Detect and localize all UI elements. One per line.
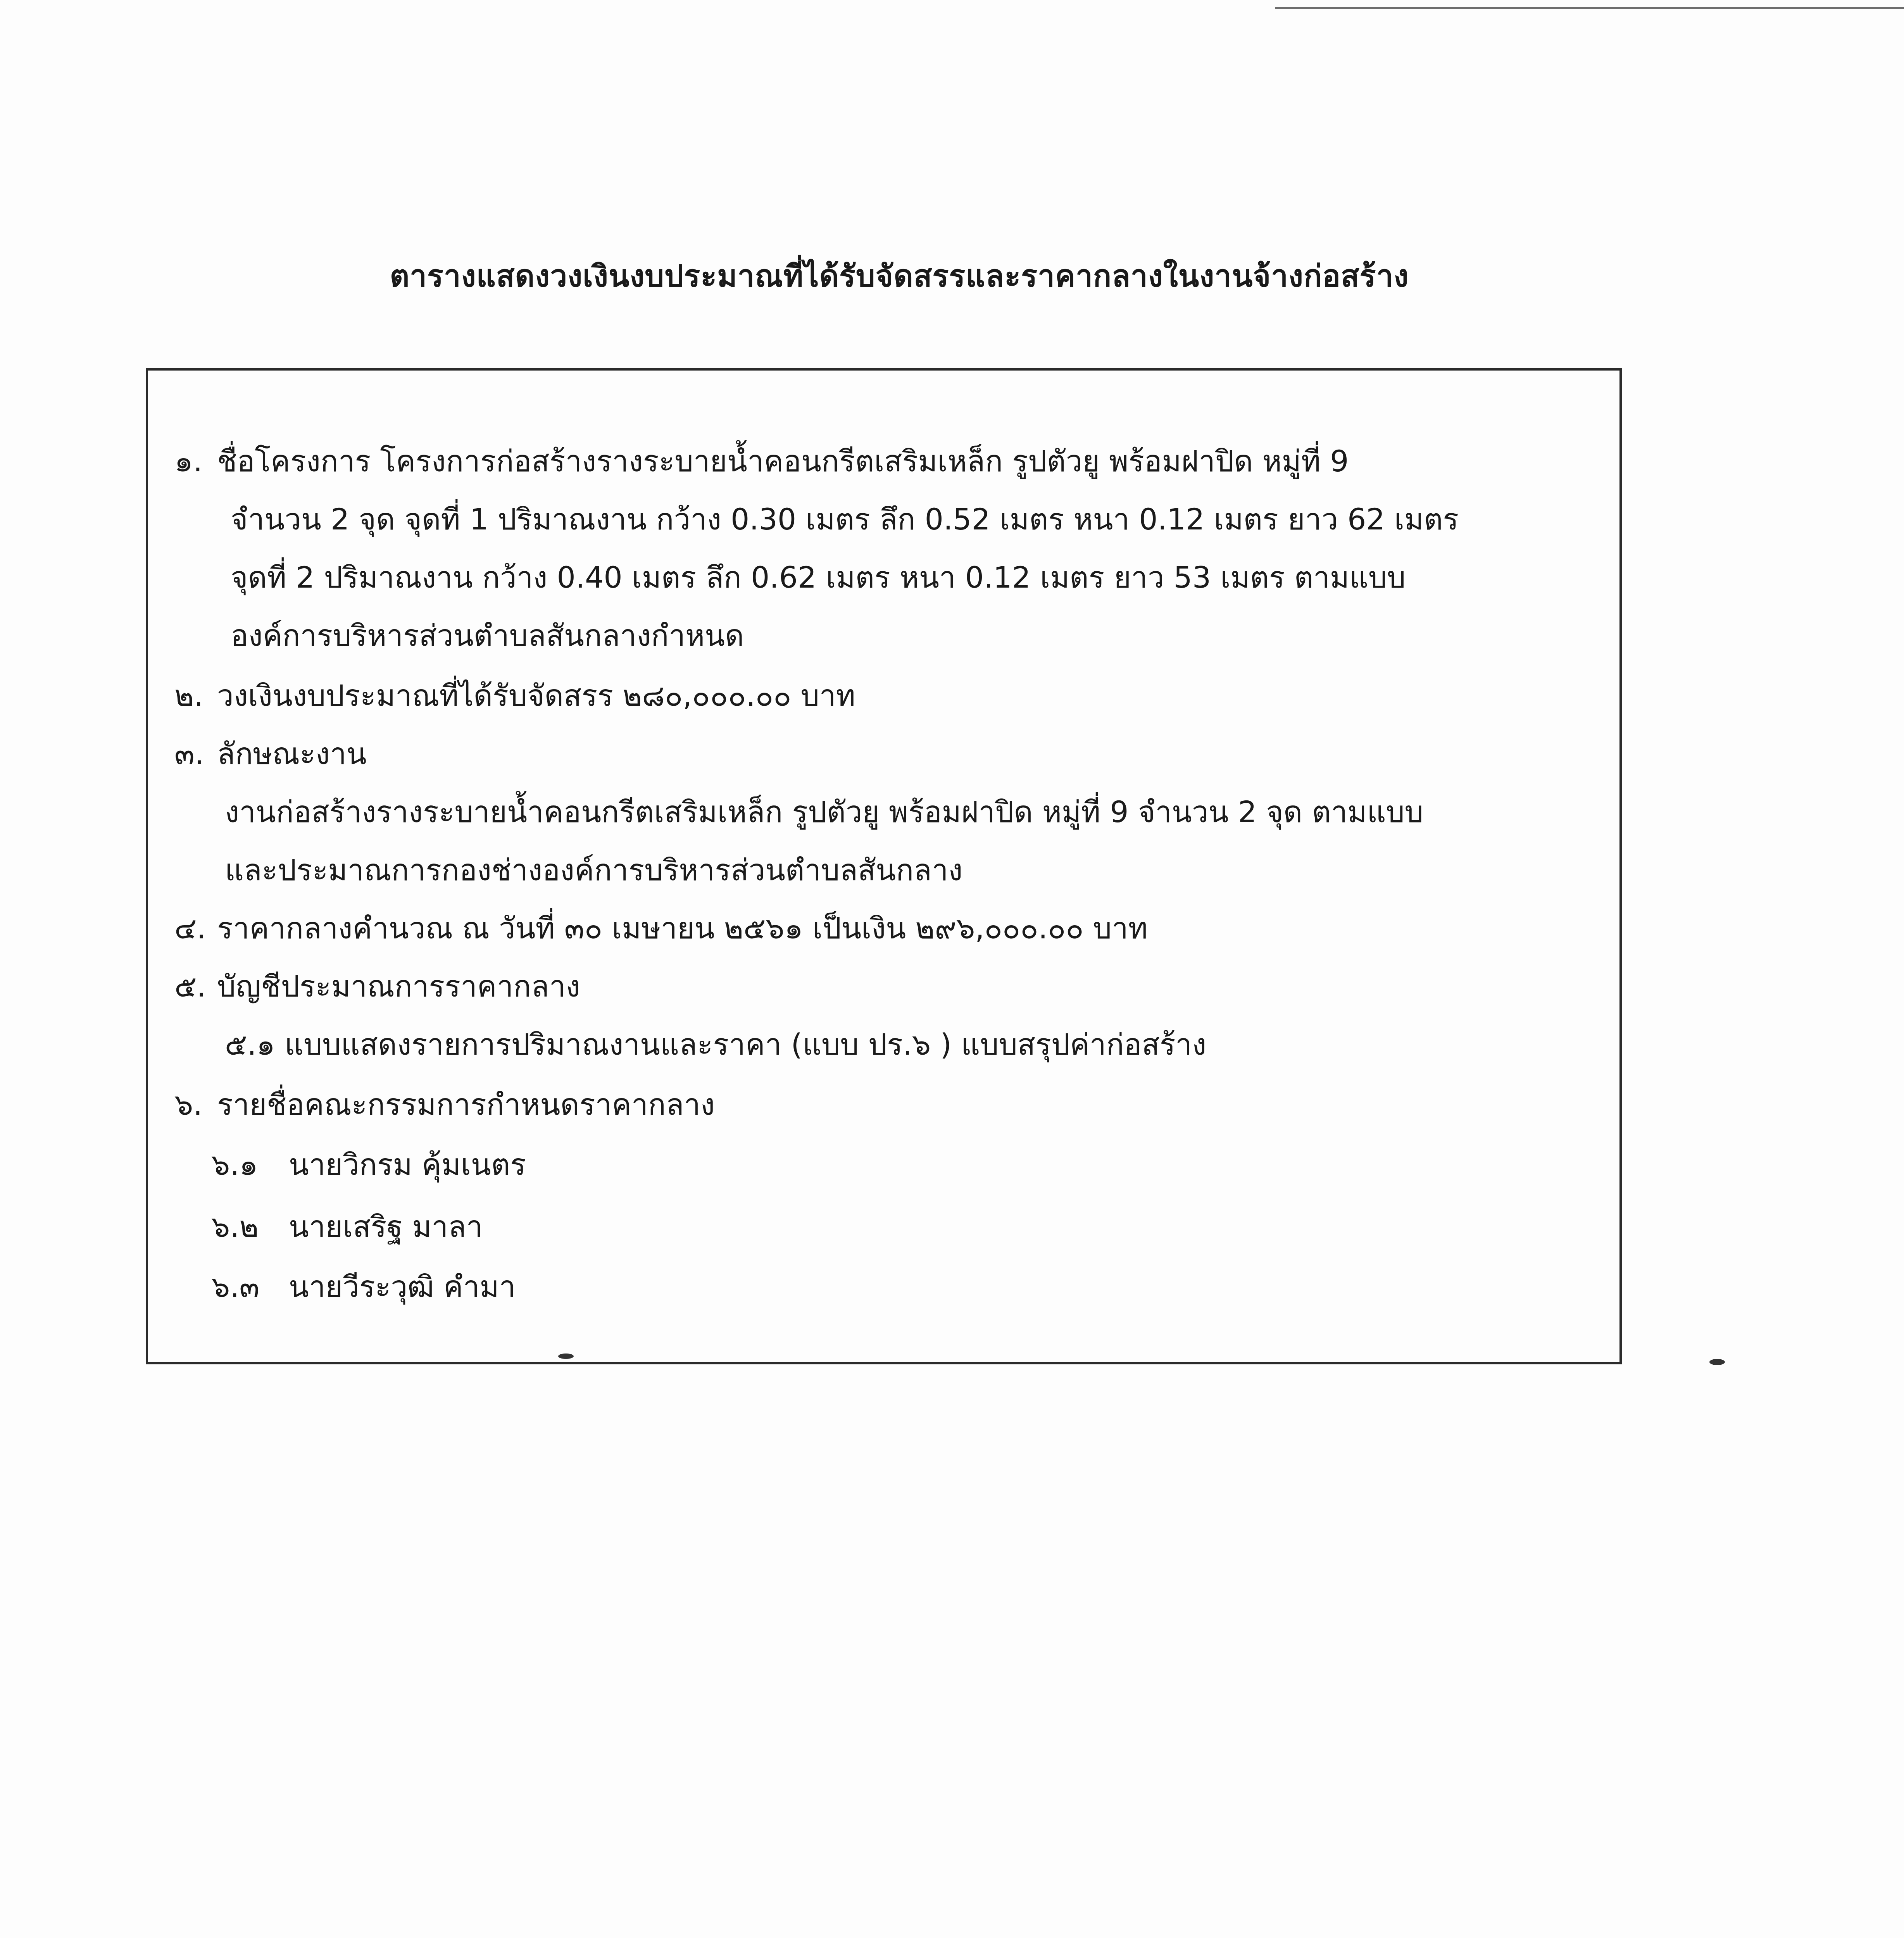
- member-name: นายเสริฐ มาลา: [289, 1209, 483, 1244]
- item-1-line-4: องค์การบริหารส่วนตำบลสันกลางกำหนด: [231, 618, 744, 653]
- scan-speck: [558, 1353, 574, 1359]
- item-number: ๔.: [174, 911, 206, 945]
- subitem-number: ๖.๒: [211, 1209, 259, 1244]
- member-name: นายวีระวุฒิ คำมา: [289, 1269, 516, 1304]
- subitem-number: ๖.๓: [211, 1269, 260, 1304]
- top-edge-rule: [1275, 7, 1904, 9]
- item-number: ๑.: [174, 444, 203, 478]
- item-6: [174, 1085, 715, 1124]
- scan-speck: [1709, 1359, 1725, 1365]
- item-1: [174, 442, 1349, 481]
- item-5: [174, 967, 580, 1006]
- item-text: ลักษณะงาน: [217, 736, 367, 771]
- committee-member-1: [211, 1145, 526, 1184]
- committee-member-3: [211, 1267, 516, 1306]
- item-text: ชื่อโครงการ โครงการก่อสร้างรางระบายน้ำคอนกรีตเสริมเหล็ก รูปตัวยู พร้อมฝาปิด หมู่ที่ 9: [217, 444, 1349, 478]
- item-number: ๓.: [174, 736, 204, 771]
- subitem-number: ๖.๑: [211, 1147, 258, 1182]
- item-2: [174, 676, 855, 715]
- item-3-line-3: และประมาณการกองช่างองค์การบริหารส่วนตำบลสันกลาง: [225, 853, 963, 887]
- item-5-subitem-1: ๕.๑ แบบแสดงรายการปริมาณงานและราคา (แบบ ปร.๖ ) แบบสรุปค่าก่อสร้าง: [225, 1027, 1207, 1062]
- document-title: ตารางแสดงวงเงินงบประมาณที่ได้รับจัดสรรและราคากลางในงานจ้างก่อสร้าง: [390, 259, 1409, 294]
- item-text: ราคากลางคำนวณ ณ วันที่ ๓๐ เมษายน ๒๕๖๑ เป็นเงิน ๒๙๖,๐๐๐.๐๐ บาท: [217, 911, 1148, 945]
- item-3: [174, 735, 367, 773]
- item-3-line-2: งานก่อสร้างรางระบายน้ำคอนกรีตเสริมเหล็ก รูปตัวยู พร้อมฝาปิด หมู่ที่ 9 จำนวน 2 จุด ตามแบบ: [225, 795, 1423, 829]
- committee-member-2: [211, 1207, 483, 1246]
- item-text: รายชื่อคณะกรรมการกำหนดราคากลาง: [217, 1087, 715, 1122]
- item-number: ๕.: [174, 969, 206, 1003]
- item-text: วงเงินงบประมาณที่ได้รับจัดสรร ๒๘๐,๐๐๐.๐๐ บาท: [217, 678, 855, 713]
- item-4: [174, 909, 1148, 948]
- item-1-line-2: จำนวน 2 จุด จุดที่ 1 ปริมาณงาน กว้าง 0.30 เมตร ลึก 0.52 เมตร หนา 0.12 เมตร ยาว 62 เมตร: [231, 502, 1459, 536]
- item-number: ๒.: [174, 678, 204, 713]
- member-name: นายวิกรม คุ้มเนตร: [289, 1147, 526, 1182]
- item-1-line-3: จุดที่ 2 ปริมาณงาน กว้าง 0.40 เมตร ลึก 0.62 เมตร หนา 0.12 เมตร ยาว 53 เมตร ตามแบบ: [231, 560, 1406, 595]
- item-text: บัญชีประมาณการราคากลาง: [217, 969, 580, 1003]
- item-number: ๖.: [174, 1087, 203, 1122]
